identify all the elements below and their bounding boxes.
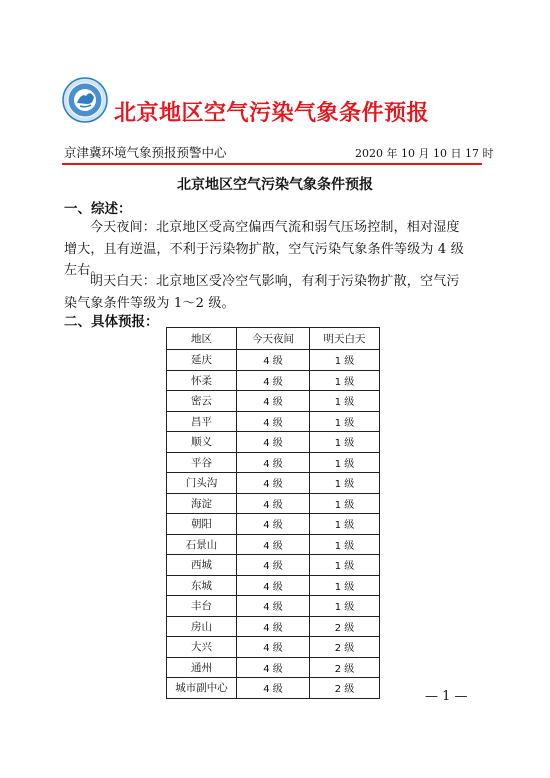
tomorrow-level-cell: 1 级	[310, 350, 380, 371]
region-cell: 怀柔	[167, 370, 237, 391]
tomorrow-level-cell: 2 级	[310, 657, 380, 678]
issue-time: 2020 年 10 月 10 日 17 时	[355, 147, 494, 160]
tomorrow-level-cell: 1 级	[310, 473, 380, 494]
tonight-level-cell: 4 级	[237, 473, 310, 494]
table-row	[167, 657, 380, 678]
table-row	[167, 596, 380, 617]
tonight-level-cell: 4 级	[237, 616, 310, 637]
table-row	[167, 432, 380, 453]
tonight-level-cell: 4 级	[237, 452, 310, 473]
region-cell: 顺义	[167, 432, 237, 453]
tonight-level-cell: 4 级	[237, 555, 310, 576]
tomorrow-level-cell: 1 级	[310, 514, 380, 535]
document-title: 北京地区空气污染气象条件预报	[177, 177, 373, 193]
tonight-level-cell: 4 级	[237, 657, 310, 678]
table-row	[167, 616, 380, 637]
tomorrow-level-cell: 2 级	[310, 637, 380, 658]
tomorrow-level-cell: 1 级	[310, 575, 380, 596]
region-cell: 密云	[167, 391, 237, 412]
tomorrow-level-cell: 2 级	[310, 616, 380, 637]
region-cell: 东城	[167, 575, 237, 596]
tonight-level-cell: 4 级	[237, 411, 310, 432]
column-header-tonight: 今天夜间	[237, 328, 310, 350]
tonight-level-cell: 4 级	[237, 370, 310, 391]
tonight-level-cell: 4 级	[237, 678, 310, 699]
table-row	[167, 411, 380, 432]
tomorrow-level-cell: 1 级	[310, 411, 380, 432]
tomorrow-level-cell: 1 级	[310, 555, 380, 576]
report-header-title: 北京地区空气污染气象条件预报	[114, 101, 430, 126]
header-divider	[62, 163, 482, 165]
table-row	[167, 493, 380, 514]
page-number: — 1 —	[425, 689, 468, 704]
region-cell: 大兴	[167, 637, 237, 658]
region-cell: 门头沟	[167, 473, 237, 494]
tomorrow-level-cell: 2 级	[310, 678, 380, 699]
table-row	[167, 370, 380, 391]
tomorrow-level-cell: 1 级	[310, 493, 380, 514]
region-cell: 房山	[167, 616, 237, 637]
summary-tomorrow-paragraph: 明天白天：北京地区受冷空气影响，有利于污染物扩散，空气污染气象条件等级为 1～2 级。	[64, 274, 460, 311]
table-row	[167, 452, 380, 473]
tomorrow-level-cell: 1 级	[310, 391, 380, 412]
meteorological-center-emblem-icon	[62, 77, 108, 123]
forecast-table	[166, 327, 380, 699]
tonight-level-cell: 4 级	[237, 350, 310, 371]
forecast-heading: 二、具体预报：	[64, 314, 159, 330]
tonight-level-cell: 4 级	[237, 596, 310, 617]
tomorrow-level-cell: 1 级	[310, 452, 380, 473]
table-row	[167, 637, 380, 658]
region-cell: 丰台	[167, 596, 237, 617]
region-cell: 西城	[167, 555, 237, 576]
region-cell: 通州	[167, 657, 237, 678]
tonight-level-cell: 4 级	[237, 391, 310, 412]
tomorrow-level-cell: 1 级	[310, 370, 380, 391]
tomorrow-level-cell: 1 级	[310, 596, 380, 617]
column-header-region: 地区	[167, 328, 237, 350]
table-row	[167, 575, 380, 596]
forecast-table-header-row	[167, 328, 380, 350]
region-cell: 昌平	[167, 411, 237, 432]
tomorrow-level-cell: 1 级	[310, 432, 380, 453]
region-cell: 海淀	[167, 493, 237, 514]
tonight-level-cell: 4 级	[237, 493, 310, 514]
table-row	[167, 473, 380, 494]
region-cell: 石景山	[167, 534, 237, 555]
tomorrow-level-cell: 1 级	[310, 534, 380, 555]
table-row	[167, 678, 380, 699]
region-cell: 城市副中心	[167, 678, 237, 699]
column-header-tomorrow: 明天白天	[310, 328, 380, 350]
region-cell: 朝阳	[167, 514, 237, 535]
issuing-organization: 京津冀环境气象预报预警中心	[64, 145, 227, 160]
table-row	[167, 514, 380, 535]
tonight-level-cell: 4 级	[237, 534, 310, 555]
tonight-level-cell: 4 级	[237, 637, 310, 658]
summary-tonight-paragraph: 今天夜间：北京地区受高空偏西气流和弱气压场控制，相对湿度增大，且有逆温，不利于污染物扩散，空气污染气象条件等级为 4 级左右。	[64, 220, 464, 278]
tonight-level-cell: 4 级	[237, 575, 310, 596]
table-row	[167, 350, 380, 371]
table-row	[167, 555, 380, 576]
table-row	[167, 534, 380, 555]
region-cell: 平谷	[167, 452, 237, 473]
summary-heading: 一、综述：	[64, 201, 132, 217]
table-row	[167, 391, 380, 412]
tonight-level-cell: 4 级	[237, 432, 310, 453]
tonight-level-cell: 4 级	[237, 514, 310, 535]
region-cell: 延庆	[167, 350, 237, 371]
